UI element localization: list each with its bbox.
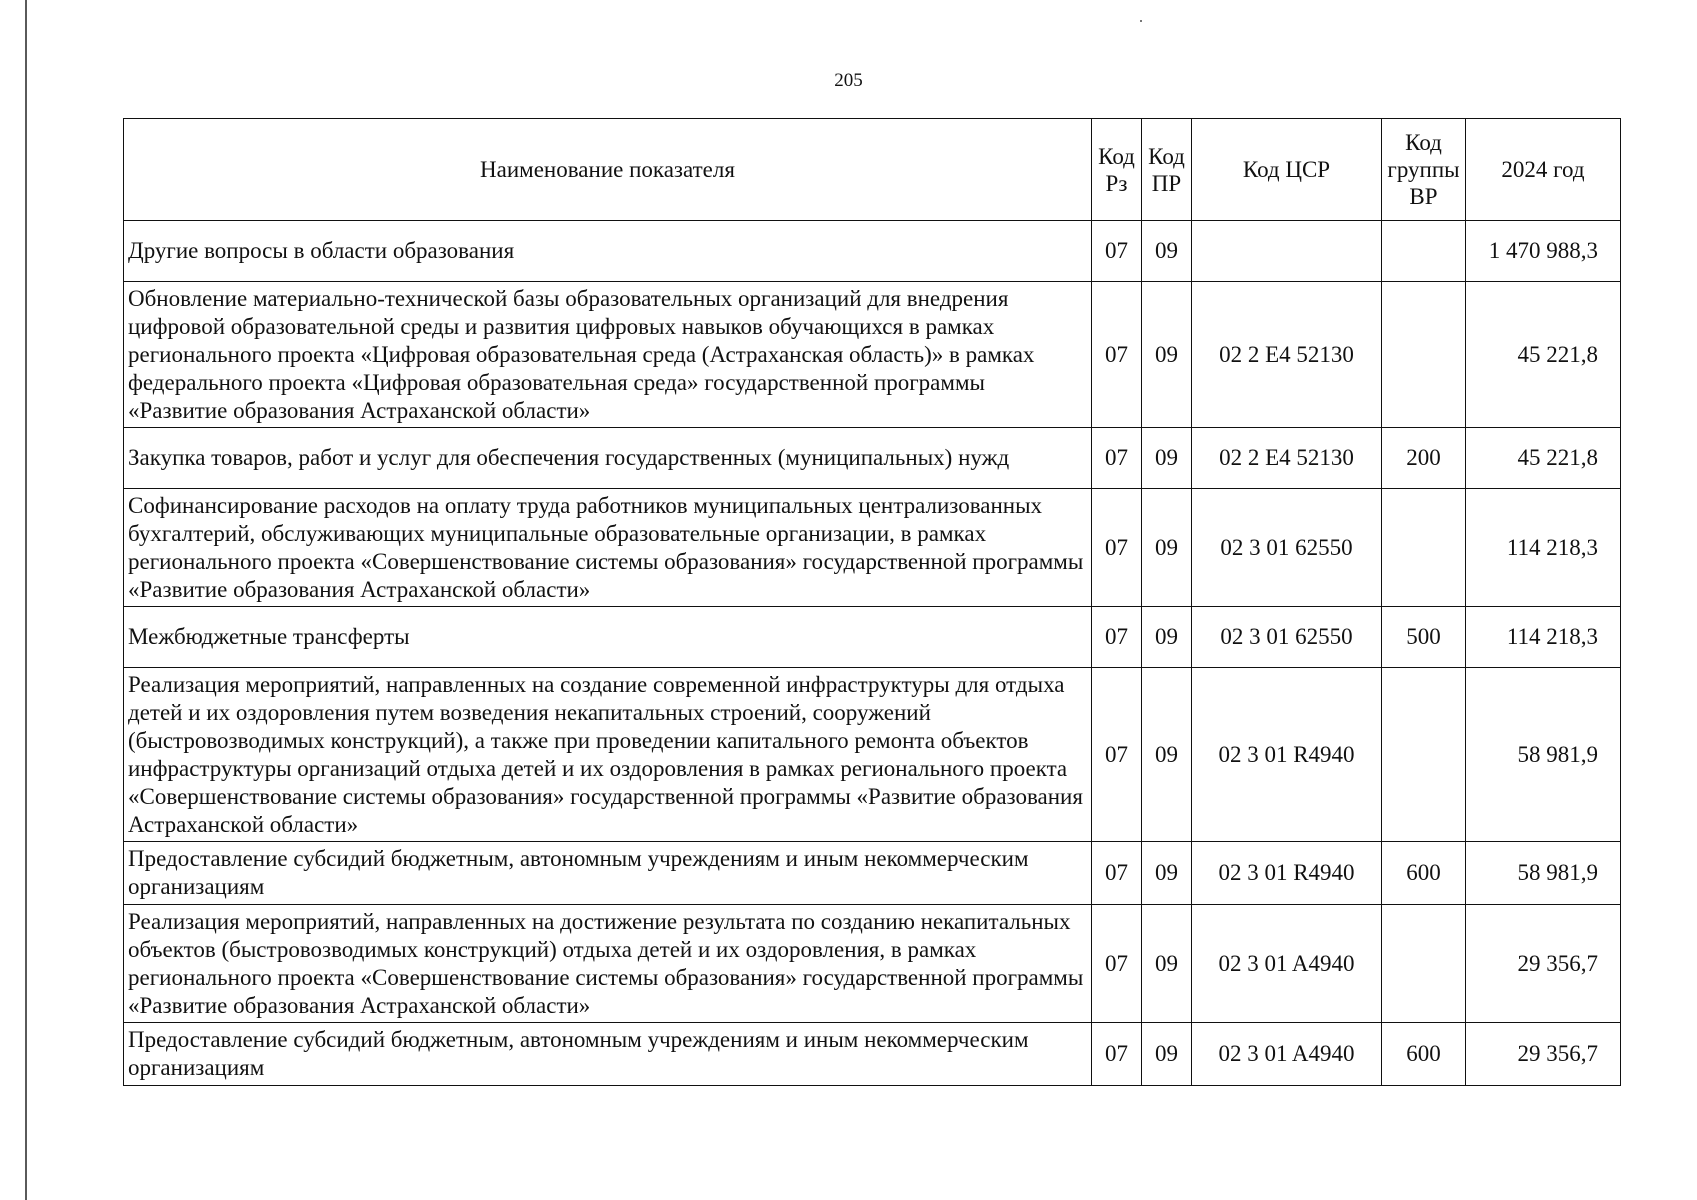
row-amount: 29 356,7 — [1466, 1023, 1621, 1086]
header-pr: Код ПР — [1142, 119, 1192, 221]
row-amount: 1 470 988,3 — [1466, 221, 1621, 282]
header-name: Наименование показателя — [124, 119, 1092, 221]
row-rz: 07 — [1092, 221, 1142, 282]
row-csr: 02 3 01 A4940 — [1192, 1023, 1382, 1086]
row-vr: 200 — [1382, 428, 1466, 489]
row-pr: 09 — [1142, 489, 1192, 607]
row-csr: 02 3 01 A4940 — [1192, 905, 1382, 1023]
row-pr: 09 — [1142, 905, 1192, 1023]
row-vr — [1382, 282, 1466, 428]
row-csr: 02 3 01 62550 — [1192, 607, 1382, 668]
table-header-row — [124, 119, 1621, 221]
table-row — [124, 607, 1621, 668]
row-rz: 07 — [1092, 607, 1142, 668]
row-vr — [1382, 489, 1466, 607]
row-name: Софинансирование расходов на оплату труда работников муниципальных централизованных бухгалтерий, обслуживающих муниципальные образовательные организации, в рамках регионального проекта «Совершенствование системы образования» государственной программы «Развитие образования Астраханской области» — [124, 489, 1092, 607]
row-pr: 09 — [1142, 607, 1192, 668]
row-rz: 07 — [1092, 905, 1142, 1023]
row-rz: 07 — [1092, 1023, 1142, 1086]
row-vr — [1382, 905, 1466, 1023]
row-vr: 600 — [1382, 1023, 1466, 1086]
row-name: Предоставление субсидий бюджетным, автономным учреждениям и иным некоммерческим организациям — [124, 1023, 1092, 1086]
row-name: Реализация мероприятий, направленных на создание современной инфраструктуры для отдыха детей и их оздоровления путем возведения некапитальных строений, сооружений (быстровозводимых конструкций), а также при проведении капитального ремонта объектов инфраструктуры организаций отдыха детей и их оздоровления в рамках регионального проекта «Совершенствование системы образования» государственной программы «Развитие образования Астраханской области» — [124, 668, 1092, 842]
header-rz: Код Рз — [1092, 119, 1142, 221]
row-rz: 07 — [1092, 668, 1142, 842]
row-csr — [1192, 221, 1382, 282]
row-rz: 07 — [1092, 282, 1142, 428]
table-row — [124, 428, 1621, 489]
row-pr: 09 — [1142, 221, 1192, 282]
row-amount: 29 356,7 — [1466, 905, 1621, 1023]
row-name: Реализация мероприятий, направленных на достижение результата по созданию некапитальных объектов (быстровозводимых конструкций) отдыха детей и их оздоровления, в рамках регионального проекта «Совершенствование системы образования» государственной программы «Развитие образования Астраханской области» — [124, 905, 1092, 1023]
row-csr: 02 3 01 R4940 — [1192, 668, 1382, 842]
row-amount: 58 981,9 — [1466, 842, 1621, 905]
budget-table — [123, 118, 1621, 1086]
header-csr: Код ЦСР — [1192, 119, 1382, 221]
row-vr: 600 — [1382, 842, 1466, 905]
row-csr: 02 3 01 62550 — [1192, 489, 1382, 607]
row-name: Межбюджетные трансферты — [124, 607, 1092, 668]
table-row — [124, 1023, 1621, 1086]
row-vr: 500 — [1382, 607, 1466, 668]
row-amount: 114 218,3 — [1466, 607, 1621, 668]
binding-edge-line — [25, 0, 27, 1200]
row-vr — [1382, 668, 1466, 842]
row-name: Закупка товаров, работ и услуг для обеспечения государственных (муниципальных) нужд — [124, 428, 1092, 489]
row-csr: 02 3 01 R4940 — [1192, 842, 1382, 905]
row-pr: 09 — [1142, 842, 1192, 905]
row-name: Предоставление субсидий бюджетным, автономным учреждениям и иным некоммерческим организациям — [124, 842, 1092, 905]
row-csr: 02 2 E4 52130 — [1192, 428, 1382, 489]
scan-artifact-dot — [1140, 20, 1142, 22]
table-row — [124, 668, 1621, 842]
table-row — [124, 489, 1621, 607]
row-pr: 09 — [1142, 668, 1192, 842]
row-amount: 45 221,8 — [1466, 428, 1621, 489]
row-vr — [1382, 221, 1466, 282]
page-number: 205 — [834, 70, 863, 91]
table-row — [124, 842, 1621, 905]
row-amount: 114 218,3 — [1466, 489, 1621, 607]
row-amount: 58 981,9 — [1466, 668, 1621, 842]
row-pr: 09 — [1142, 428, 1192, 489]
row-csr: 02 2 E4 52130 — [1192, 282, 1382, 428]
row-rz: 07 — [1092, 489, 1142, 607]
row-amount: 45 221,8 — [1466, 282, 1621, 428]
row-pr: 09 — [1142, 1023, 1192, 1086]
row-pr: 09 — [1142, 282, 1192, 428]
row-rz: 07 — [1092, 842, 1142, 905]
row-name: Другие вопросы в области образования — [124, 221, 1092, 282]
header-vr: Код группы ВР — [1382, 119, 1466, 221]
table-row — [124, 282, 1621, 428]
header-year: 2024 год — [1466, 119, 1621, 221]
table-row — [124, 905, 1621, 1023]
row-name: Обновление материально-технической базы образовательных организаций для внедрения цифровой образовательной среды и развития цифровых навыков обучающихся в рамках регионального проекта «Цифровая образовательная среда (Астраханская область)» в рамках федерального проекта «Цифровая образовательная среда» государственной программы «Развитие образования Астраханской области» — [124, 282, 1092, 428]
row-rz: 07 — [1092, 428, 1142, 489]
table-row — [124, 221, 1621, 282]
